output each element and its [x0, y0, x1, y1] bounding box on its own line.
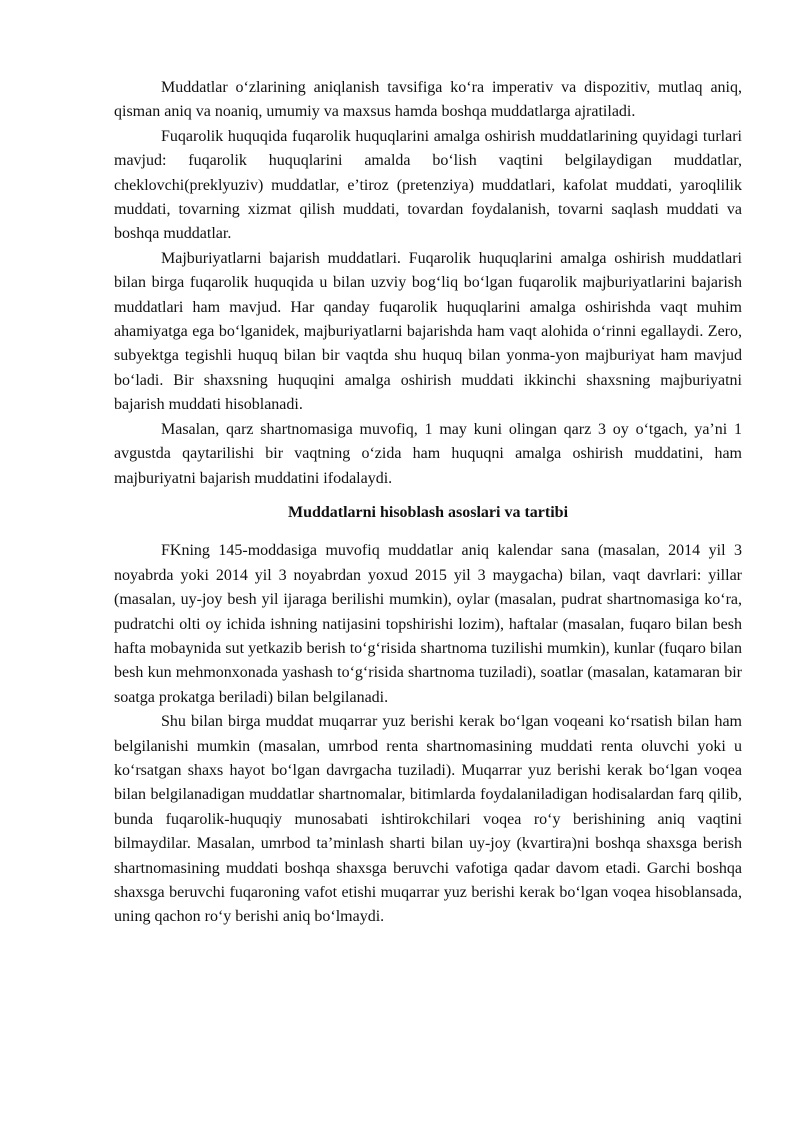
paragraph-term-types: Fuqarolik huquqida fuqarolik huquqlarini amalga oshirish muddatlarining quyidagi turlari mavjud: fuqarolik huquqlarini amalda bo‘lish vaqtini belgilaydigan muddatlar, cheklovchi(preklyuziv) muddatlar, e’tiroz (pretenziya) muddatlari, kafolat muddati, yaroqlilik muddati, tovarning xizmat qilish muddati, tovardan foydalanish, tovarni saqlash muddati va boshqa muddatlar. [114, 127, 742, 243]
paragraph-inevitable-event: Shu bilan birga muddat muqarrar yuz berishi kerak bo‘lgan voqeani ko‘rsatish bilan ham belgilanishi mumkin (masalan, umrbod renta shartnomasining muddati renta oluvchi yoki u ko‘rsatgan shaxs hayot bo‘lgan davrgacha tuziladi). Muqarrar yuz berishi kerak bo‘lgan voqea bilan belgilanadigan muddatlar shartnomalar, bitimlarda foydalaniladigan hodisalardan farq qilib, bunda fuqarolik-huquqiy munosabati ishtirokchilari voqea ro‘y berishining aniq vaqtini bilmaydilar. Masalan, umrbod ta’minlash sharti bilan uy-joy (kvartira)ni boshqa shaxsga berish shartnomasining muddati boshqa shaxsga beruvchi vafotiga qadar davom etadi. Garchi boshqa shaxsga beruvchi fuqaroning vafot etishi muqarrar yuz berishi kerak bo‘lgan voqea hisoblansada, uning qachon ro‘y berishi aniq bo‘lmaydi. [114, 713, 742, 926]
paragraph-term-classification: Muddatlar o‘zlarining aniqlanish tavsifiga ko‘ra imperativ va dispozitiv, mutlaq aniq, qisman aniq va noaniq, umumiy va maxsus hamda boshqa muddatlarga ajratiladi. [114, 79, 742, 121]
document-page [114, 76, 742, 930]
paragraph-loan-example: Masalan, qarz shartnomasiga muvofiq, 1 may kuni olingan qarz 3 oy o‘tgach, ya’ni 1 avgustda qaytarilishi bir vaqtning o‘zida ham huquqni amalga oshirish muddatini, ham majburiyatni bajarish muddatini ifodalaydi. [114, 420, 742, 487]
section-heading: Muddatlarni hisoblash asoslari va tartibi [287, 503, 569, 521]
paragraph-calendar-terms: FKning 145-moddasiga muvofiq muddatlar aniq kalendar sana (masalan, 2014 yil 3 noyabrda yoki 2014 yil 3 noyabrdan yoxud 2015 yil 3 maygacha) bilan, vaqt davrlari: yillar (masalan, uy-joy besh yil ijaraga berilishi mumkin), oylar (masalan, pudrat shartnomasiga ko‘ra, pudratchi olti oy ichida ishning natijasini topshirishi lozim), haftalar (masalan, fuqaro bilan besh hafta mobaynida sut yetkazib berish to‘g‘risida shartnoma tuzilishi mumkin), kunlar (fuqaro bilan besh kun mehmonxonada yashash to‘g‘risida shartnoma tuziladi), soatlar (masalan, katamaran bir soatga prokatga beriladi) bilan belgilanadi. [114, 542, 742, 706]
paragraph-obligation-terms: Majburiyatlarni bajarish muddatlari. Fuqarolik huquqlarini amalga oshirish muddatlari bilan birga fuqarolik huquqida u bilan uzviy bog‘liq bo‘lgan fuqarolik majburiyatlarini bajarish muddatlari ham mavjud. Har qanday fuqarolik huquqlarini amalga oshirishda vaqt muhim ahamiyatga ega bo‘lganidek, majburiyatlarni bajarishda ham vaqt alohida o‘rinni egallaydi. Zero, subyektga tegishli huquq bilan bir vaqtda shu huquq bilan yonma-yon majburiyat ham mavjud bo‘ladi. Bir shaxsning huquqini amalga oshirish muddati ikkinchi shaxsning majburiyatni bajarish muddati hisoblanadi. [114, 249, 742, 414]
